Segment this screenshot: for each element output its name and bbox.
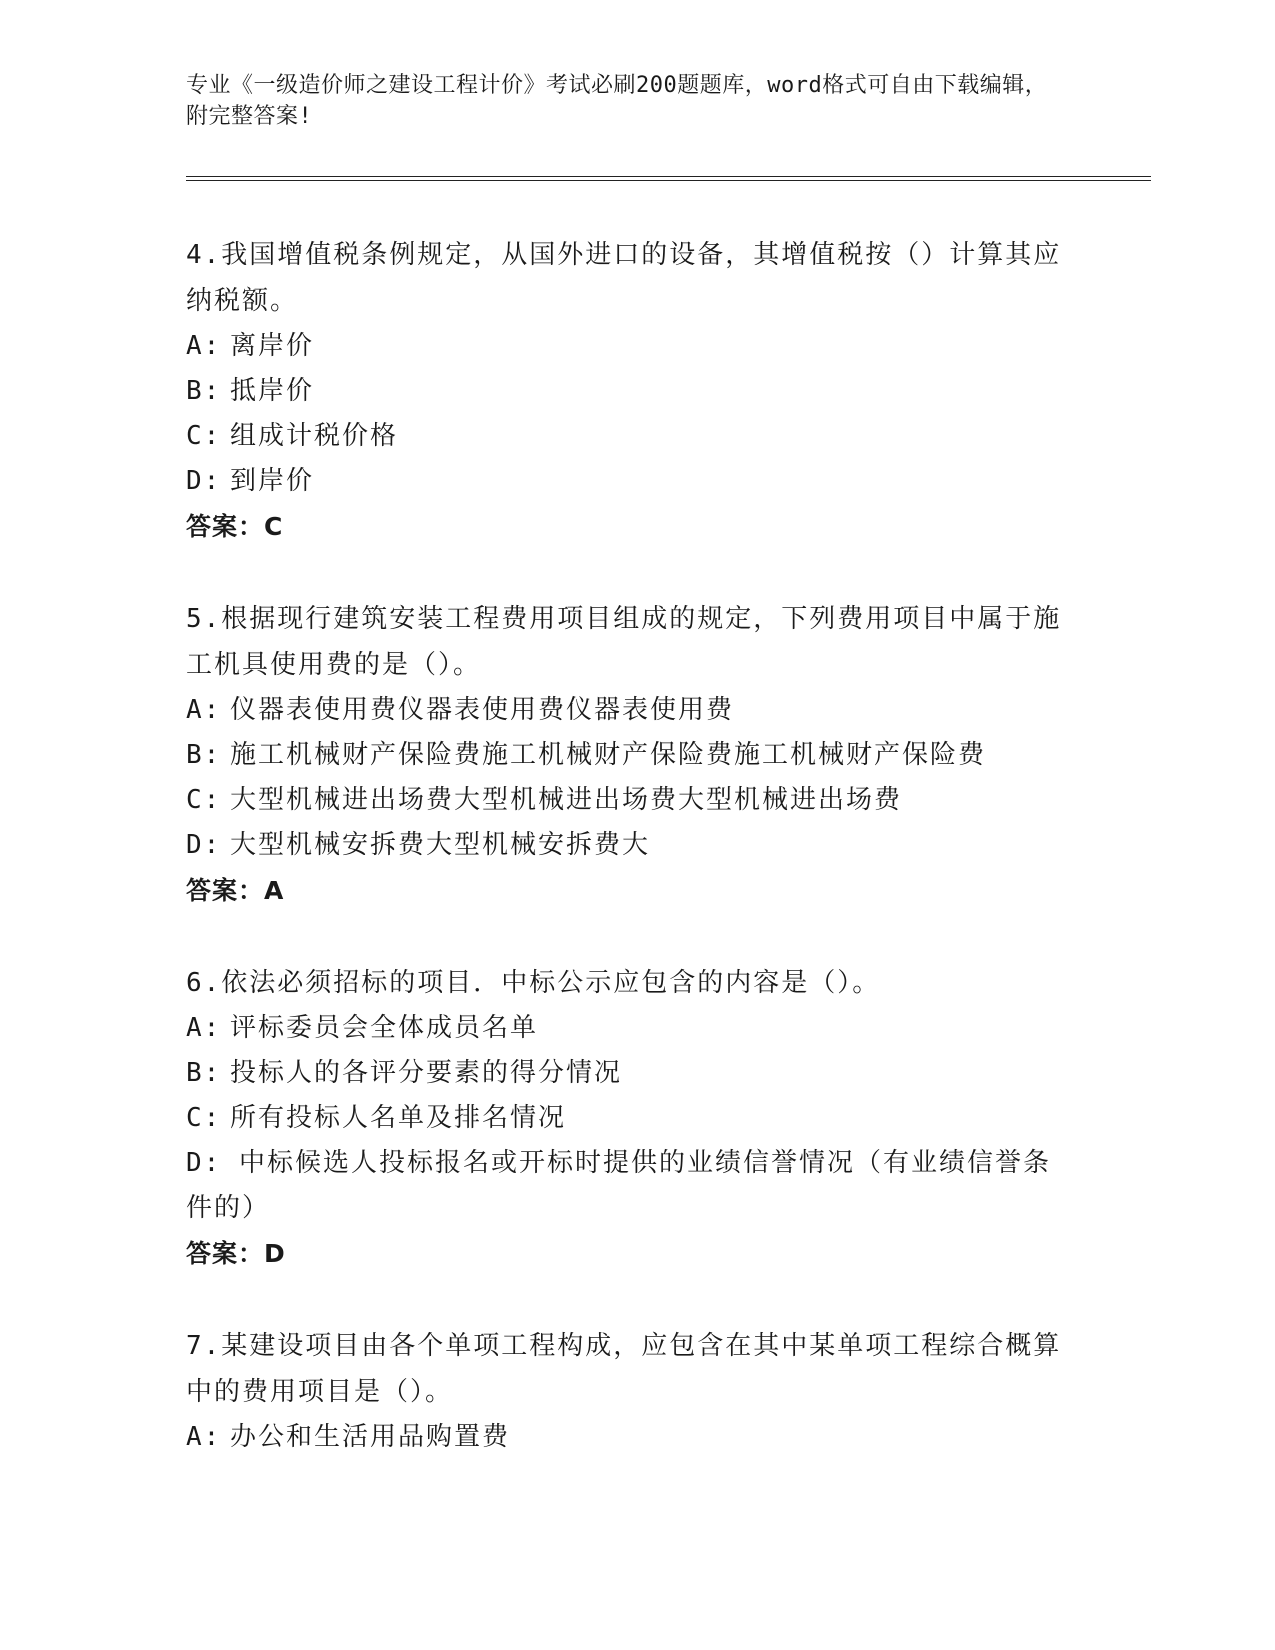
option-text: 组成计税价格 [230, 421, 399, 451]
option-a [186, 324, 1066, 369]
option-a [186, 1415, 1066, 1460]
question-4 [186, 232, 1066, 550]
question-5 [186, 596, 1066, 914]
option-letter: C: [186, 1103, 222, 1133]
document-page [186, 0, 1151, 1650]
question-7 [186, 1323, 1066, 1460]
option-d [186, 823, 1066, 868]
option-letter: D: [186, 830, 222, 860]
option-letter: C: [186, 421, 222, 451]
option-text: 到岸价 [230, 466, 315, 496]
option-letter: A: [186, 1013, 222, 1043]
document-header: 专业《一级造价师之建设工程计价》考试必刷200题题库，word格式可自由下载编辑，附完整答案! [186, 73, 1048, 129]
option-letter: A: [186, 695, 222, 725]
option-c [186, 414, 1066, 459]
option-text: 仪器表使用费仪器表使用费仪器表使用费 [230, 695, 735, 725]
question-6 [186, 960, 1066, 1277]
option-text: 投标人的各评分要素的得分情况 [230, 1058, 623, 1088]
option-a [186, 1006, 1066, 1051]
option-letter: D: [186, 466, 222, 496]
answer-label: 答案：D [186, 1239, 286, 1268]
option-b [186, 1051, 1066, 1096]
option-text: 中标候选人投标报名或开标时提供的业绩信誉情况（有业绩信誉条件的） [186, 1148, 1051, 1223]
option-d [186, 1141, 1066, 1231]
option-letter: A: [186, 1422, 222, 1452]
option-letter: B: [186, 740, 222, 770]
option-text: 所有投标人名单及排名情况 [230, 1103, 567, 1133]
question-stem: 5.根据现行建筑安装工程费用项目组成的规定，下列费用项目中属于施工机具使用费的是（）。 [186, 604, 1062, 680]
option-letter: B: [186, 1058, 222, 1088]
question-list [186, 232, 1066, 1506]
option-text: 离岸价 [230, 331, 315, 361]
option-text: 评标委员会全体成员名单 [230, 1013, 539, 1043]
option-b [186, 369, 1066, 414]
option-d [186, 459, 1066, 504]
option-b [186, 733, 1066, 778]
option-c [186, 1096, 1066, 1141]
question-stem: 7.某建设项目由各个单项工程构成，应包含在其中某单项工程综合概算中的费用项目是（）。 [186, 1331, 1062, 1407]
option-text: 抵岸价 [230, 376, 315, 406]
option-text: 办公和生活用品购置费 [230, 1422, 511, 1452]
option-letter: C: [186, 785, 222, 815]
option-a [186, 688, 1066, 733]
question-stem: 6.依法必须招标的项目．中标公示应包含的内容是（）。 [186, 968, 881, 998]
option-letter: A: [186, 331, 222, 361]
option-c [186, 778, 1066, 823]
answer-label: 答案：A [186, 876, 285, 905]
option-letter: D: [186, 1148, 222, 1178]
option-text: 大型机械进出场费大型机械进出场费大型机械进出场费 [230, 785, 903, 815]
option-text: 大型机械安拆费大型机械安拆费大 [230, 830, 651, 860]
answer-label: 答案：C [186, 512, 284, 541]
option-text: 施工机械财产保险费施工机械财产保险费施工机械财产保险费 [230, 740, 987, 770]
option-letter: B: [186, 376, 222, 406]
header-divider [186, 176, 1151, 181]
question-stem: 4.我国增值税条例规定，从国外进口的设备，其增值税按（）计算其应纳税额。 [186, 240, 1062, 316]
